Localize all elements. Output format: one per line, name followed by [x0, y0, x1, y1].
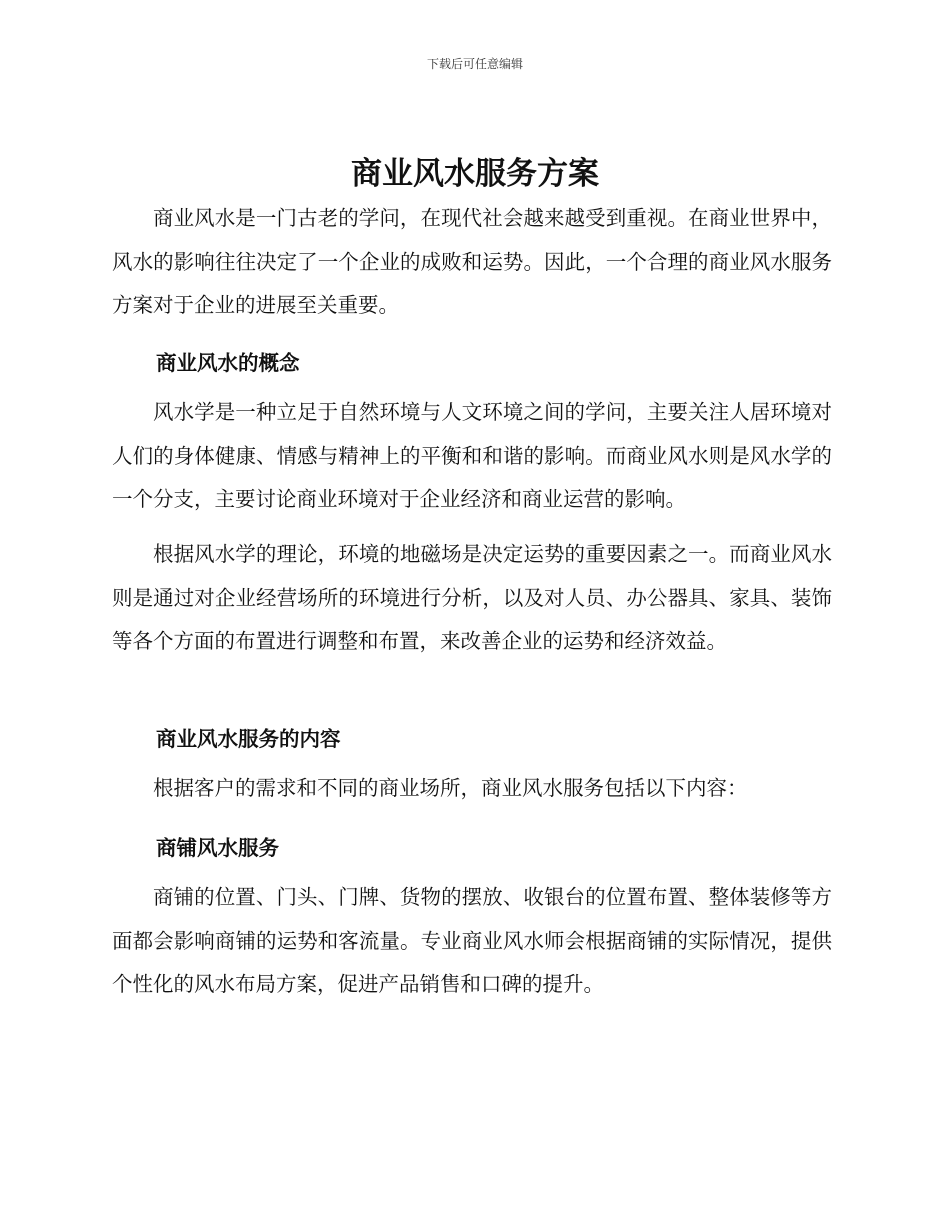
- document-title: 商业风水服务方案: [351, 156, 599, 192]
- header-note: 下载后可任意编辑: [426, 57, 523, 71]
- shop-paragraph: 商铺的位置、门头、门牌、货物的摆放、收银台的位置布置、整体装修等方面都会影响商铺的运势和客流量。专业商业风水师会根据商铺的实际情况，提供个性化的风水布局方案，促进产品销售和口碑的提升。: [112, 885, 832, 996]
- intro-paragraph: 商业风水是一门古老的学问，在现代社会越来越受到重视。在商业世界中，风水的影响往往决定了一个企业的成败和运势。因此，一个合理的商业风水服务方案对于企业的进展至关重要。: [112, 206, 832, 317]
- content-intro-paragraph: 根据客户的需求和不同的商业场所，商业风水服务包括以下内容：: [153, 776, 748, 800]
- concept-paragraph-1: 风水学是一种立足于自然环境与人文环境之间的学问，主要关注人居环境对人们的身体健康、情感与精神上的平衡和和谐的影响。而商业风水则是风水学的一个分支，主要讨论商业环境对于企业经济和商业运营的影响。: [112, 400, 832, 511]
- heading-content: 商业风水服务的内容: [156, 727, 341, 751]
- heading-shop: 商铺风水服务: [156, 836, 279, 860]
- concept-paragraph-2: 根据风水学的理论，环境的地磁场是决定运势的重要因素之一。而商业风水则是通过对企业经营场所的环境进行分析，以及对人员、办公器具、家具、装饰等各个方面的布置进行调整和布置，来改善企业的运势和经济效益。: [112, 542, 832, 653]
- heading-concept: 商业风水的概念: [156, 351, 300, 375]
